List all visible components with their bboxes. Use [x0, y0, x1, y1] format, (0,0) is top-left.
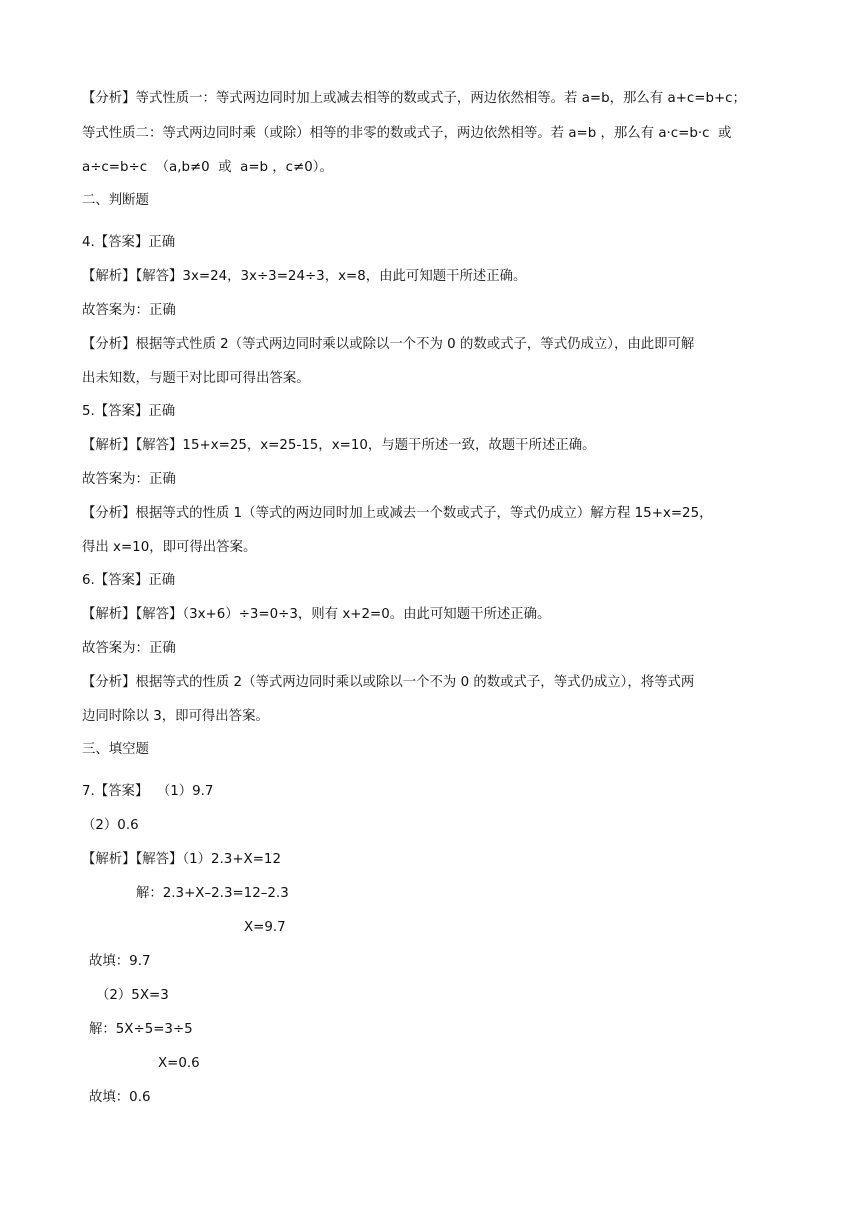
q6-final: 故答案为：正确: [82, 641, 176, 656]
q7-step1: 解：2.3+X–2.3=12–2.3: [136, 886, 289, 901]
q7-answer-2: （2）0.6: [82, 818, 139, 833]
q7-solution: 【解析】【解答】（1）2.3+X=12: [82, 852, 281, 867]
q7-step2-result: X=0.6: [158, 1056, 200, 1071]
q5-answer: 5.【答案】正确: [82, 404, 176, 419]
q5-analysis-line-2: 得出 x=10，即可得出答案。: [82, 540, 257, 555]
q7-fill1: 故填：9.7: [89, 954, 151, 969]
q7-fill2: 故填：0.6: [89, 1090, 151, 1105]
q6-analysis-line-2: 边同时除以 3，即可得出答案。: [82, 709, 269, 724]
q4-solution: 【解析】【解答】3x=24，3x÷3=24÷3，x=8，由此可知题干所述正确。: [82, 269, 527, 284]
q6-analysis-line-1: 【分析】根据等式的性质 2（等式两边同时乘以或除以一个不为 0 的数或式子，等式仍成立），将等式两: [82, 675, 695, 690]
q6-answer: 6.【答案】正确: [82, 573, 176, 588]
section2-analysis-line-1: 【分析】等式性质一：等式两边同时加上或减去相等的数或式子，两边依然相等。若 a=b，那么有 a+c=b+c；: [82, 91, 746, 106]
q5-analysis-line-1: 【分析】根据等式的性质 1（等式的两边同时加上或减去一个数或式子，等式仍成立）解方程 15+x=25，: [82, 506, 713, 521]
heading-judgment: 二、判断题: [82, 193, 149, 208]
q4-analysis-line-1: 【分析】根据等式性质 2（等式两边同时乘以或除以一个不为 0 的数或式子，等式仍成立），由此即可解: [82, 337, 695, 352]
q7-answer: 7.【答案】 （1）9.7: [82, 784, 214, 799]
section2-analysis-line-3: a÷c=b÷c （a,b≠0 或 a=b ，c≠0）。: [82, 160, 333, 175]
q7-part2: （2）5X=3: [96, 988, 169, 1003]
q4-answer: 4.【答案】正确: [82, 235, 176, 250]
heading-fill: 三、填空题: [82, 742, 149, 757]
q4-analysis-line-2: 出未知数，与题干对比即可得出答案。: [82, 371, 310, 386]
q5-solution: 【解析】【解答】15+x=25，x=25-15，x=10，与题干所述一致，故题干所述正确。: [82, 438, 596, 453]
section2-analysis-line-2: 等式性质二：等式两边同时乘（或除）相等的非零的数或式子，两边依然相等。若 a=b ，那么有 a·c=b·c 或: [82, 126, 732, 141]
q5-final: 故答案为：正确: [82, 472, 176, 487]
q6-solution: 【解析】【解答】（3x+6）÷3=0÷3，则有 x+2=0。由此可知题干所述正确。: [82, 607, 551, 622]
q7-step1-result: X=9.7: [244, 920, 286, 935]
q4-final: 故答案为：正确: [82, 303, 176, 318]
q7-step2: 解：5X÷5=3÷5: [89, 1022, 193, 1037]
